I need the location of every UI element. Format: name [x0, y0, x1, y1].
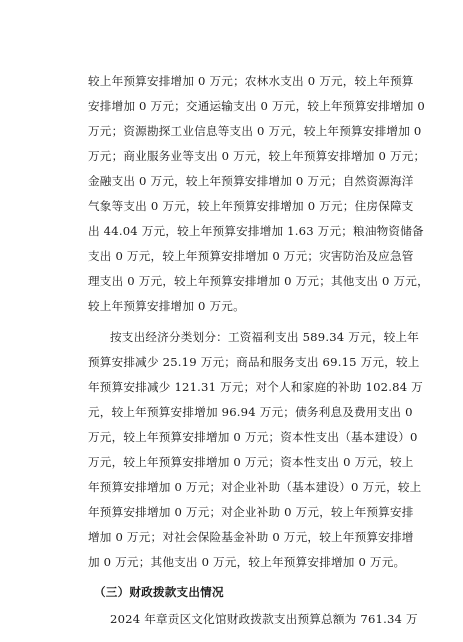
text-line: 预算安排减少 25.19 万元；商品和服务支出 69.15 万元，较上 [88, 355, 420, 369]
text-line: 年预算安排增加 0 万元；对企业补助 0 万元，较上年预算安排 [88, 505, 414, 519]
section-heading: （三）财政拨款支出情况 [94, 585, 224, 599]
text-line: 理支出 0 万元，较上年预算安排增加 0 万元；其他支出 0 万元， [88, 274, 429, 288]
text-line: 安排增加 0 万元；交通运输支出 0 万元，较上年预算安排增加 0 [88, 99, 426, 113]
text-line: 万元，较上年预算安排增加 0 万元；资本性支出（基本建设）0 [88, 430, 418, 444]
text-line: 较上年预算安排增加 0 万元。 [88, 299, 245, 313]
text-line: 年预算安排减少 121.31 万元；对个人和家庭的补助 102.84 万 [88, 380, 423, 394]
text-line: 出 44.04 万元，较上年预算安排增加 1.63 万元；粮油物资储备 [88, 224, 424, 238]
text-line: 较上年预算安排增加 0 万元；农林水支出 0 万元，较上年预算 [88, 74, 414, 88]
text-line: 金融支出 0 万元，较上年预算安排增加 0 万元；自然资源海洋 [88, 174, 414, 188]
text-line: 加 0 万元；其他支出 0 万元，较上年预算安排增加 0 万元。 [88, 555, 406, 569]
text-line: 气象等支出 0 万元，较上年预算安排增加 0 万元；住房保障支 [88, 199, 414, 213]
text-line: 按支出经济分类划分：工资福利支出 589.34 万元，较上年 [110, 330, 420, 344]
text-line: 年预算安排增加 0 万元；对企业补助（基本建设）0 万元，较上 [88, 480, 422, 494]
text-line: 支出 0 万元，较上年预算安排增加 0 万元；灾害防治及应急管 [88, 249, 414, 263]
text-line: 元，较上年预算安排增加 96.94 万元；债务利息及费用支出 0 [88, 405, 413, 419]
text-line: 万元，较上年预算安排增加 0 万元；资本性支出 0 万元，较上 [88, 455, 414, 469]
text-line: 万元；商业服务业等支出 0 万元，较上年预算安排增加 0 万元； [88, 149, 426, 163]
text-line: 2024 年章贡区文化馆财政拨款支出预算总额为 761.34 万 [110, 612, 418, 626]
text-line: 万元；资源勘探工业信息等支出 0 万元，较上年预算安排增加 0 [88, 124, 422, 138]
text-line: 增加 0 万元；对社会保险基金补助 0 万元，较上年预算安排增 [88, 530, 414, 544]
